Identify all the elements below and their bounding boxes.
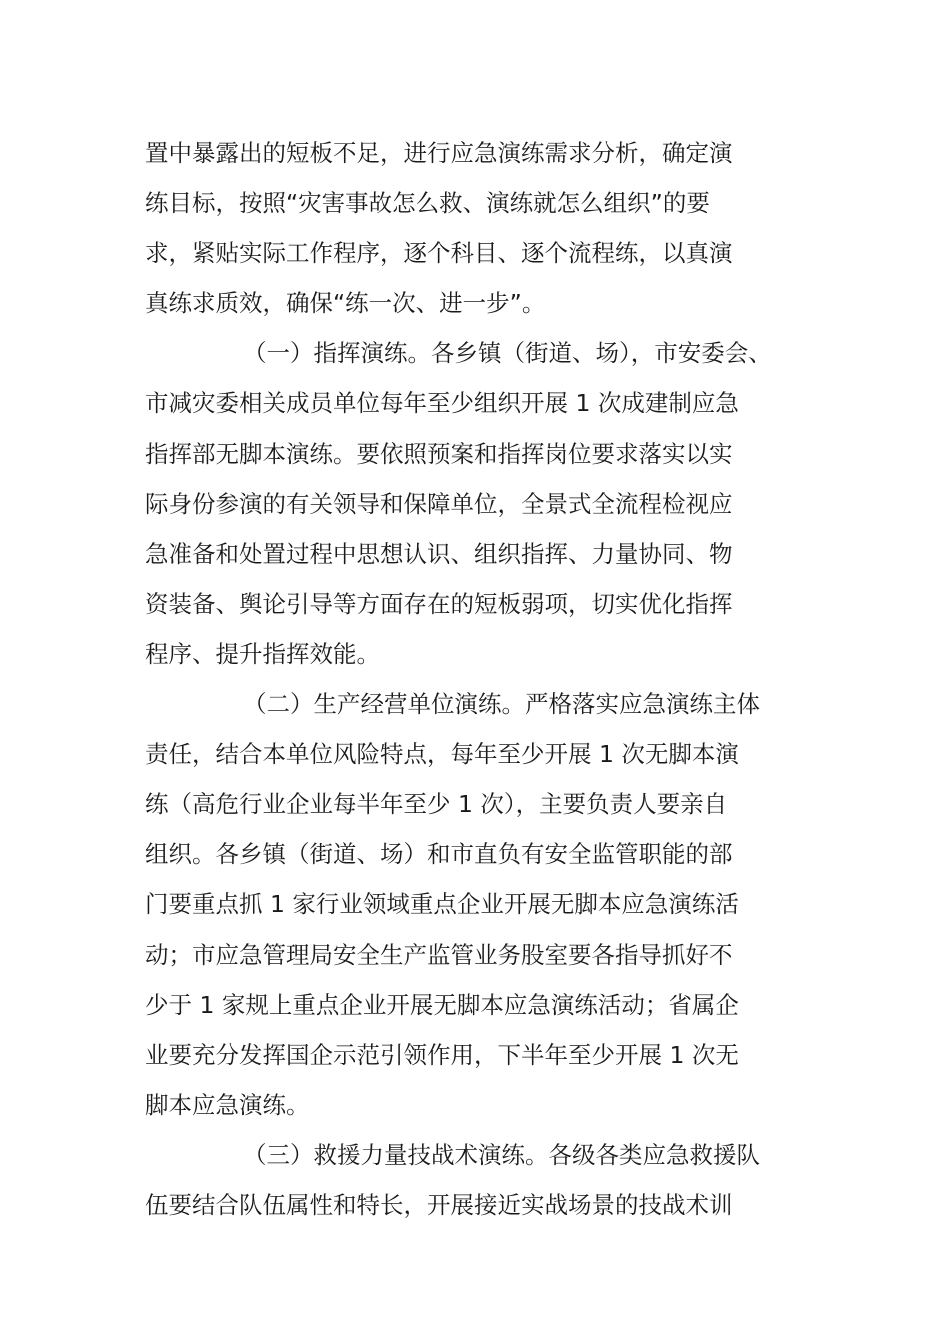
text-line: 置中暴露出的短板不足，进行应急演练需求分析，确定演 [145, 139, 733, 167]
text-line: （二）生产经营单位演练。严格落实应急演练主体 [243, 690, 760, 719]
text-line: 动；市应急管理局安全生产监管业务股室要各指导抓好不 [145, 940, 733, 969]
text-line: 练（高危行业企业每半年至少 1 次），主要负责人要亲自 [145, 790, 728, 819]
document-body [145, 128, 815, 1230]
text-line: 责任，结合本单位风险特点，每年至少开展 1 次无脚本演 [145, 740, 739, 769]
text-line: （三）救援力量技战术演练。各级各类应急救援队 [243, 1140, 760, 1169]
text-line: 程序、提升指挥效能。 [145, 639, 380, 668]
paragraph-continuation [145, 128, 815, 328]
text-line: 际身份参演的有关领导和保障单位，全景式全流程检视应 [145, 489, 733, 518]
text-line: 脚本应急演练。 [145, 1090, 310, 1119]
text-line: 急准备和处置过程中思想认识、组织指挥、力量协同、物 [145, 539, 733, 568]
text-line: （一）指挥演练。各乡镇（街道、场），市安委会、 [243, 339, 772, 368]
text-line: 少于 1 家规上重点企业开展无脚本应急演练活动；省属企 [145, 990, 739, 1019]
text-line: 指挥部无脚本演练。要依照预案和指挥岗位要求落实以实 [145, 439, 733, 468]
paragraph-enterprise-drill [145, 679, 815, 1130]
text-line: 真练求质效，确保“练一次、进一步”。 [145, 289, 546, 318]
text-line: 市减灾委相关成员单位每年至少组织开展 1 次成建制应急 [145, 389, 739, 418]
text-line: 门要重点抓 1 家行业领域重点企业开展无脚本应急演练活 [145, 890, 739, 919]
text-line: 业要充分发挥国企示范引领作用，下半年至少开展 1 次无 [145, 1040, 739, 1069]
paragraph-command-drill [145, 328, 815, 679]
text-line: 练目标，按照“灾害事故怎么救、演练就怎么组织”的要 [145, 189, 710, 218]
paragraph-rescue-drill [145, 1130, 815, 1230]
text-line: 伍要结合队伍属性和特长，开展接近实战场景的技战术训 [145, 1190, 733, 1219]
text-line: 求，紧贴实际工作程序，逐个科目、逐个流程练，以真演 [145, 239, 733, 268]
text-line: 组织。各乡镇（街道、场）和市直负有安全监管职能的部 [145, 840, 733, 869]
text-line: 资装备、舆论引导等方面存在的短板弱项，切实优化指挥 [145, 589, 733, 618]
